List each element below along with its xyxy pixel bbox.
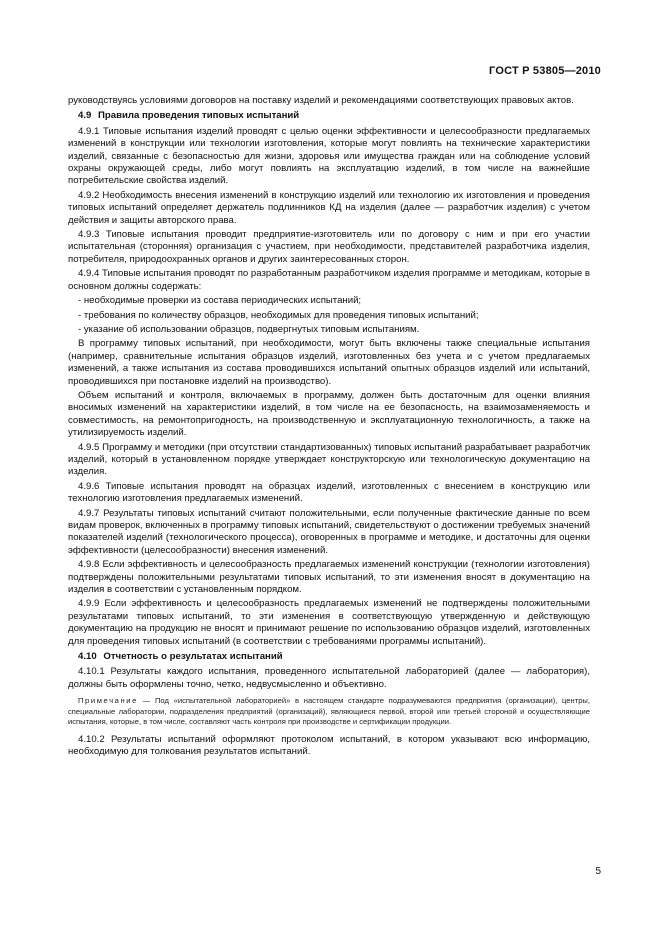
paragraph-4-9-2: 4.9.2 Необходимость внесения изменений в конструкцию изделий или технологию их изготовления и проведения типовых испытаний определяет держатель подлинников КД на изделия (далее — разработчик изделия) с учетом действия и защиты авторского права. [68, 189, 590, 226]
section-number: 4.10 [78, 651, 97, 663]
section-heading-4-10 [68, 651, 590, 663]
paragraph-4-9-3: 4.9.3 Типовые испытания проводит предприятие-изготовитель или по договору с ним и при его участии испытательная (сторонняя) организация с участием, при необходимости, представителей разработчика изделия, потребителя, природоохранных органов и других заинтересованных сторон. [68, 229, 590, 265]
list-item: - указание об использовании образцов, подвергнутых типовым испытаниям. [78, 323, 420, 335]
paragraph-4-9-6: 4.9.6 Типовые испытания проводят на образцах изделий, изготовленных с внесением в конструкцию или технологию изготовления предлагаемых изменений. [68, 480, 590, 505]
intro-paragraph: руководствуясь условиями договоров на поставку изделий и рекомендациями соответствующих правовых актов. [68, 95, 574, 106]
paragraph-4-9-9: 4.9.9 Если эффективность и целесообразность предлагаемых изменений не подтверждены положительными результатами типовых испытаний, то эти изменения в соответствующую утвержденную и действующую документацию на продукцию не вносят и принимают решение по использованию образцов изделий, изготовленных для проведения типовых испытаний (в соответствии с требованиями программы испытаний). [68, 598, 590, 647]
paragraph-4-10-1: 4.10.1 Результаты каждого испытания, проведенного испытательной лабораторией (далее — лаборатория), должны быть оформлены точно, четко, недвусмысленно и объективно. [68, 666, 590, 690]
note-label: Примечание [78, 696, 138, 706]
paragraph-4-9-1: 4.9.1 Типовые испытания изделий проводят с целью оценки эффективности и целесообразности предлагаемых изменений в конструкции или технологии изготовления, которые могут повлиять на технические характеристики изделий, связанные с безопасностью для жизни, здоровья или имущества граждан или на соблюдение условий охраны окружающей среды, либо могут повлиять на эксплуатацию изделий, в том числе на важнейшие потребительские свойства изделий. [68, 125, 590, 187]
section-title: Отчетность о результатах испытаний [103, 651, 283, 663]
document-body [68, 95, 590, 761]
paragraph-4-9-4: 4.9.4 Типовые испытания проводят по разработанным разработчиком изделия программе и методикам, которые в основном должны содержать: [68, 268, 590, 292]
section-number: 4.9 [78, 110, 92, 122]
list-item: - требования по количеству образцов, необходимых для проведения типовых испытаний; [78, 309, 479, 321]
section-heading-4-9 [68, 110, 590, 122]
paragraph-4-10-2: 4.10.2 Результаты испытаний оформляют протоколом испытаний, в котором указывают всю информацию, необходимую для толкования результатов испытаний. [68, 734, 590, 758]
section-title: Правила проведения типовых испытаний [98, 110, 300, 122]
list-item: - необходимые проверки из состава периодических испытаний; [78, 295, 362, 307]
paragraph-program-special-tests: В программу типовых испытаний, при необходимости, могут быть включены также специальные испытания (например, сравнительные испытания образцов изделий, изготовленных без учета и с учетом предлагаемых изменений, а также испытания из состава проводившихся испытаний опытных образцов изделий или испытаний, проводившихся при постановке изделий на производство). [68, 338, 590, 387]
note-block [68, 696, 590, 728]
paragraph-test-scope: Объем испытаний и контроля, включаемых в программу, должен быть достаточным для оценки влияния вносимых изменений на характеристики изделий, в том числе на ее безопасность, на взаимозаменяемость и совместимость, на ремонтопригодность, на производственную и эксплуатационную технологичность, а также на утилизируемость изделий. [68, 389, 590, 439]
paragraph-4-9-8: 4.9.8 Если эффективность и целесообразность предлагаемых изменений конструкции (технологии изготовления) подтверждены положительными результатами типовых испытаний, то эти изменения вносят в документацию на изделия в соответствии с установленным порядком. [68, 559, 590, 596]
paragraph-4-9-5: 4.9.5 Программу и методики (при отсутствии стандартизованных) типовых испытаний разрабатывает разработчик изделий, который в установленном порядке утверждает конструкторскую или технологическую документацию на изделия. [68, 441, 590, 478]
document-code: ГОСТ Р 53805—2010 [489, 65, 601, 77]
page-number: 5 [595, 866, 601, 877]
paragraph-4-9-7: 4.9.7 Результаты типовых испытаний считают положительными, если полученные фактические данные по всем видам проверок, включенных в программу типовых испытаний, свидетельствуют о достижении требуемых значений показателей изделий (технологического процесса), оговоренных в программе и методике, и достаточны для оценки эффективности (целесообразности) внесения изменений. [68, 507, 590, 556]
note-text: — Под «испытательной лабораторией» в настоящем стандарте подразумеваются предприятия (организации), центры, специальные лаборатории, подразделения предприятий (организаций), являющиеся первой, второй или третьей стороной и осуществляющие испытания, которые, в том числе, составляют часть контроля при производстве и сертификации продукции. [68, 696, 590, 727]
